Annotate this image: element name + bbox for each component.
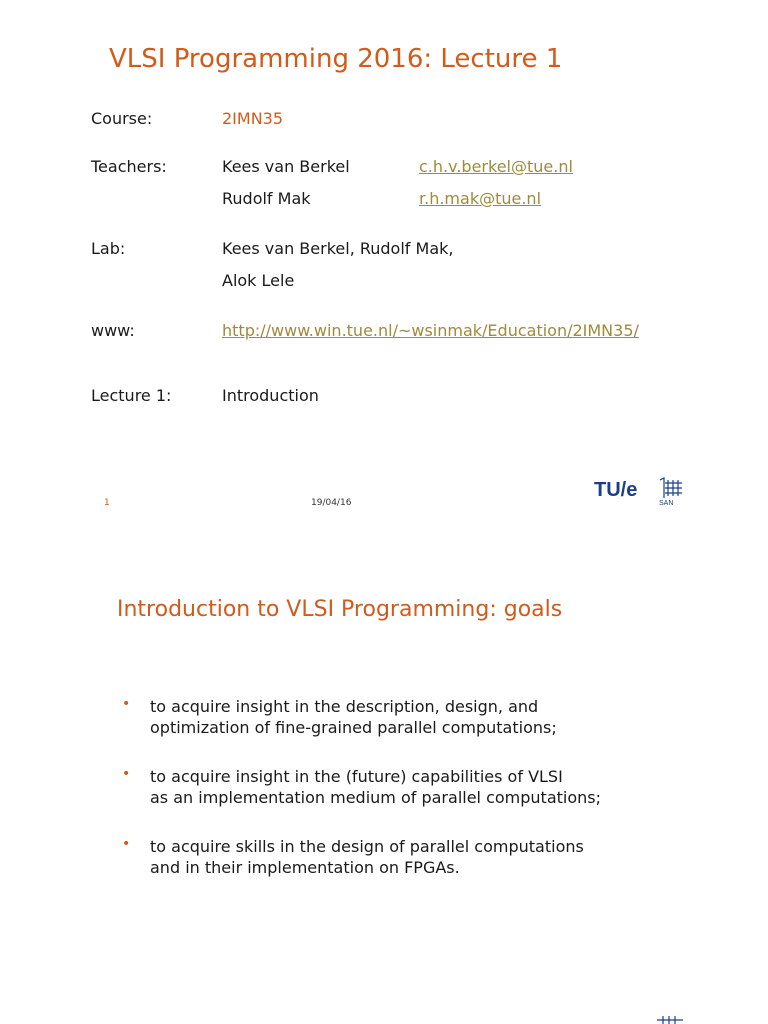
bullet-item-1 (150, 696, 557, 738)
lecture-value: Introduction (222, 386, 319, 405)
bullet-marker: • (122, 696, 131, 712)
course-label: Course: (91, 109, 153, 128)
teacher1-email-link[interactable]: c.h.v.berkel@tue.nl (419, 157, 573, 176)
lecture-label: Lecture 1: (91, 386, 172, 405)
bullet-2-line2: as an implementation medium of parallel computations; (150, 788, 601, 807)
bullet-marker: • (122, 766, 131, 782)
bullet-2-line1: to acquire insight in the (future) capabilities of VLSI (150, 767, 563, 786)
lab-label: Lab: (91, 239, 126, 258)
slide1-title: VLSI Programming 2016: Lecture 1 (109, 44, 563, 74)
bullet-3-line2: and in their implementation on FPGAs. (150, 858, 460, 877)
slide-date: 19/04/16 (311, 498, 352, 508)
lab-line2: Alok Lele (222, 271, 295, 290)
slide-number: 1 (104, 498, 110, 508)
course-value: 2IMN35 (222, 109, 284, 128)
slide2-title: Introduction to VLSI Programming: goals (117, 597, 563, 622)
lab-line1: Kees van Berkel, Rudolf Mak, (222, 239, 454, 258)
san-logo-partial-icon (655, 1014, 685, 1024)
bullet-item-3 (150, 836, 584, 878)
teacher1-name: Kees van Berkel (222, 157, 350, 176)
teachers-label: Teachers: (91, 157, 167, 176)
bullet-1-line1: to acquire insight in the description, design, and (150, 697, 539, 716)
bullet-item-2 (150, 766, 601, 808)
www-label: www: (91, 321, 135, 340)
san-logo-text: SAN (659, 500, 674, 507)
bullet-1-line2: optimization of fine-grained parallel computations; (150, 718, 557, 737)
bullet-marker: • (122, 836, 131, 852)
course-website-link[interactable]: http://www.win.tue.nl/~wsinmak/Education/2IMN35/ (222, 321, 639, 340)
teacher2-name: Rudolf Mak (222, 189, 311, 208)
bullet-3-line1: to acquire skills in the design of parallel computations (150, 837, 584, 856)
tue-logo: TU/e (594, 479, 638, 501)
teacher2-email-link[interactable]: r.h.mak@tue.nl (419, 189, 542, 208)
